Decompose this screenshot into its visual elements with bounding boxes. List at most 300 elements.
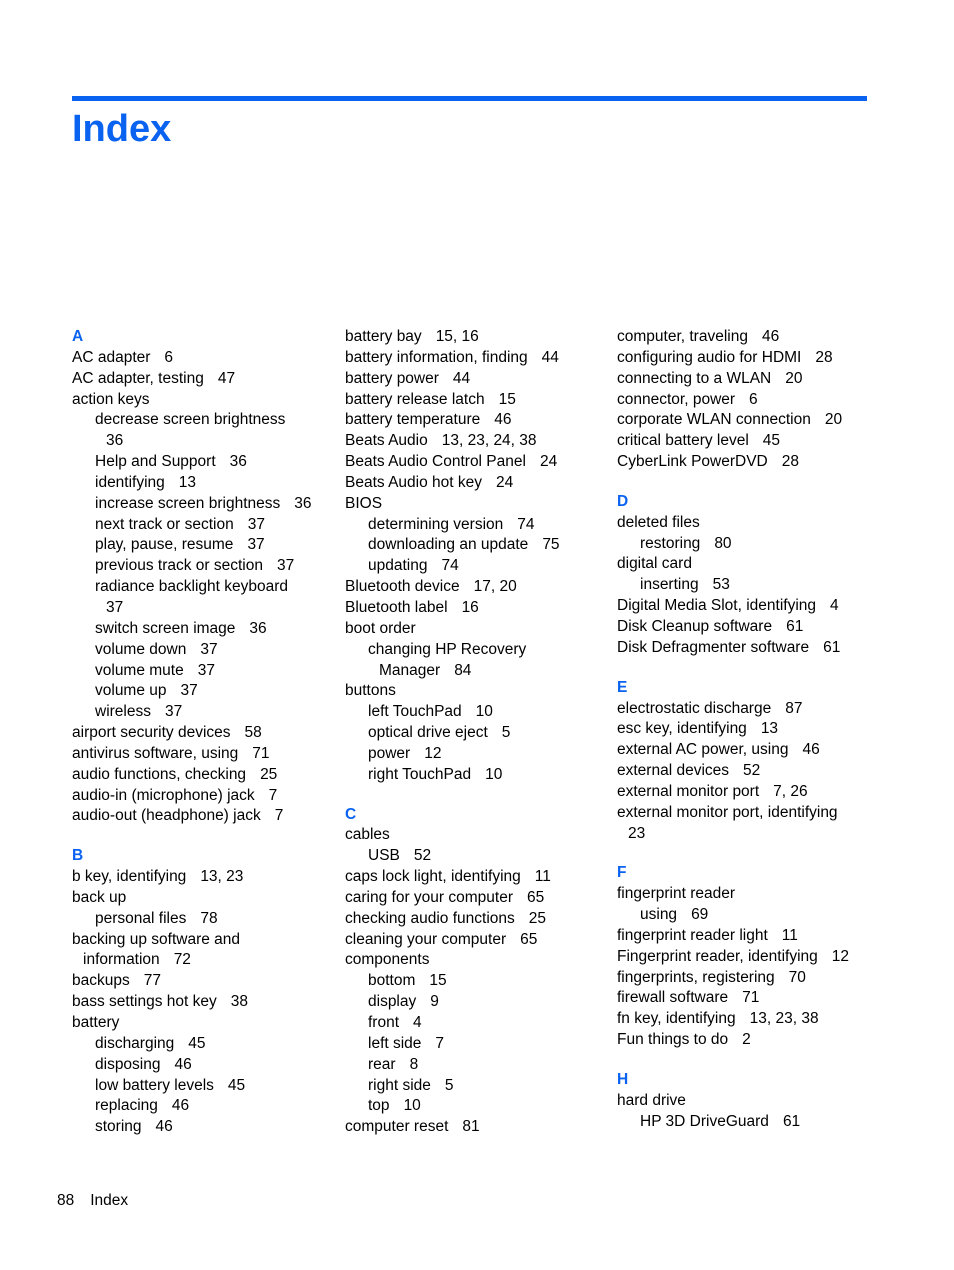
- index-entry: [617, 782, 882, 803]
- entry-pages: 46: [174, 1055, 192, 1073]
- entry-pages: 13, 23: [200, 868, 244, 886]
- entry-pages: 69: [691, 906, 709, 924]
- index-entry: [617, 410, 882, 431]
- entry-pages: 58: [244, 724, 262, 742]
- entry-term: audio functions, checking: [72, 765, 247, 783]
- entry-pages: 7: [435, 1034, 445, 1052]
- index-entry: [617, 947, 882, 968]
- entry-term: switch screen image: [95, 619, 236, 637]
- entry-term: Fun things to do: [617, 1031, 729, 1049]
- entry-pages: 61: [786, 617, 804, 635]
- entry-pages: 20: [824, 411, 843, 429]
- entry-term: personal files: [95, 909, 187, 927]
- entry-pages: 5: [444, 1076, 454, 1094]
- index-entry: [617, 390, 882, 411]
- entry-term: right side: [368, 1076, 431, 1094]
- entry-term: Beats Audio: [345, 432, 428, 450]
- index-entry: [617, 431, 882, 452]
- index-subentry: [345, 1096, 607, 1117]
- index-subentry: [72, 473, 337, 494]
- page-title: Index: [72, 108, 172, 150]
- entry-term: AC adapter, testing: [72, 369, 204, 387]
- index-letter-heading: E: [617, 678, 628, 696]
- index-subentry: [345, 1034, 607, 1055]
- index-subentry: [72, 515, 337, 536]
- entry-term: configuring audio for HDMI: [617, 348, 802, 366]
- index-subentry: [72, 452, 337, 473]
- entry-pages: 9: [430, 993, 439, 1011]
- entry-term: antivirus software, using: [72, 744, 239, 762]
- entry-term: b key, identifying: [72, 868, 187, 886]
- entry-term: battery: [72, 1014, 120, 1031]
- entry-term: checking audio functions: [345, 909, 515, 927]
- entry-term: caring for your computer: [345, 888, 513, 906]
- entry-term: Disk Defragmenter software: [617, 638, 810, 656]
- index-entry: [617, 988, 882, 1009]
- entry-pages: 10: [475, 703, 493, 721]
- index-entry: [72, 390, 337, 411]
- entry-term: battery bay: [345, 328, 422, 345]
- index-subentry: [72, 556, 337, 577]
- entry-pages: 52: [743, 762, 761, 780]
- index-entry: [345, 410, 607, 431]
- entry-pages: 46: [494, 411, 512, 429]
- index-entry: [345, 327, 607, 348]
- entry-term: external monitor port, identifying: [617, 803, 838, 821]
- entry-term: downloading an update: [368, 536, 529, 554]
- entry-pages: 8: [409, 1055, 419, 1073]
- index-subentry: [345, 723, 607, 744]
- entry-pages: 10: [485, 765, 503, 783]
- entry-term: fingerprints, registering: [617, 968, 775, 986]
- entry-pages: 15, 16: [435, 328, 479, 345]
- index-entry: [345, 619, 607, 640]
- entry-pages: 37: [164, 703, 183, 721]
- entry-term: fn key, identifying: [617, 1010, 736, 1028]
- index-entry: [72, 1013, 337, 1034]
- entry-pages: 5: [501, 724, 511, 742]
- entry-term: volume up: [95, 682, 167, 700]
- entry-pages: 37: [200, 640, 218, 658]
- page-footer: [57, 1191, 128, 1211]
- index-entry: [345, 369, 607, 390]
- entry-term: hard drive: [617, 1091, 686, 1109]
- entry-term: Bluetooth device: [345, 578, 460, 596]
- entry-term: external devices: [617, 762, 730, 780]
- index-entry: [617, 348, 882, 369]
- index-subentry: [345, 640, 607, 661]
- index-subentry: [72, 702, 337, 723]
- entry-term: using: [640, 906, 678, 924]
- entry-term: battery information, finding: [345, 348, 528, 366]
- index-entry: [72, 348, 337, 369]
- entry-pages: 25: [528, 909, 547, 927]
- index-subentry: [72, 1117, 337, 1138]
- index-entry: [617, 884, 882, 905]
- entry-term: back up: [72, 888, 127, 906]
- entry-term: computer reset: [345, 1118, 449, 1136]
- index-entry: [72, 888, 337, 909]
- entry-term: increase screen brightness: [95, 494, 281, 512]
- entry-term: cleaning your computer: [345, 930, 507, 948]
- index-entry: [72, 765, 337, 786]
- entry-term: Bluetooth label: [345, 598, 448, 616]
- index-entry: [617, 803, 882, 824]
- entry-term: decrease screen brightness: [95, 411, 286, 429]
- index-entry: [617, 617, 882, 638]
- entry-term: corporate WLAN connection: [617, 411, 811, 429]
- entry-pages: 13: [178, 473, 197, 491]
- entry-pages: 71: [252, 744, 270, 762]
- index-entry: [72, 744, 337, 765]
- entry-pages: 65: [527, 888, 545, 906]
- entry-pages: 37: [106, 598, 124, 616]
- entry-pages: 71: [742, 989, 760, 1007]
- entry-pages: 10: [403, 1097, 421, 1115]
- entry-pages: 20: [785, 369, 803, 387]
- entry-term: volume down: [95, 640, 187, 658]
- entry-term: backing up software and: [72, 930, 241, 948]
- index-subentry: [72, 909, 337, 930]
- index-entry: [617, 699, 882, 720]
- entry-term: optical drive eject: [368, 724, 488, 742]
- index-subentry: [345, 515, 607, 536]
- index-entry: [345, 390, 607, 411]
- index-subentry: [617, 905, 882, 926]
- entry-term: Help and Support: [95, 453, 216, 471]
- entry-pages: 75: [542, 536, 560, 554]
- index-subentry: [345, 702, 607, 723]
- index-subentry: [72, 1076, 337, 1097]
- entry-pages: 23: [628, 824, 646, 842]
- entry-term: buttons: [345, 682, 396, 700]
- entry-term: bottom: [368, 972, 416, 990]
- entry-pages: 77: [143, 972, 161, 990]
- entry-pages: 6: [749, 390, 758, 408]
- index-entry: [617, 1030, 882, 1051]
- entry-term: inserting: [640, 576, 699, 594]
- index-subentry: [72, 410, 337, 431]
- index-entry: [617, 926, 882, 947]
- index-entry: [345, 1117, 607, 1138]
- index-entry-continuation: [72, 950, 337, 971]
- index-entry: [617, 554, 882, 575]
- index-subentry: [345, 1055, 607, 1076]
- index-entry: [345, 577, 607, 598]
- entry-term: battery power: [345, 369, 439, 387]
- entry-pages: 15: [498, 390, 516, 408]
- entry-pages: 7: [274, 807, 284, 825]
- index-letter-heading: C: [345, 805, 357, 823]
- index-letter-heading: D: [617, 492, 629, 510]
- index-subentry: [617, 1112, 882, 1133]
- entry-pages: 46: [171, 1097, 190, 1115]
- entry-pages: 61: [782, 1112, 801, 1130]
- index-subentry: [72, 1096, 337, 1117]
- entry-term: cables: [345, 826, 390, 844]
- entry-term: restoring: [640, 534, 701, 552]
- index-entry: [345, 348, 607, 369]
- entry-term: audio-out (headphone) jack: [72, 807, 261, 825]
- entry-pages: 11: [534, 868, 551, 886]
- entry-term: rear: [368, 1055, 396, 1073]
- entry-term: connector, power: [617, 390, 736, 408]
- title-rule: [72, 96, 867, 101]
- index-entry: [345, 598, 607, 619]
- entry-term: disposing: [95, 1055, 161, 1073]
- entry-term: play, pause, resume: [95, 536, 234, 554]
- index-subentry: [72, 1055, 337, 1076]
- index-entry: [345, 888, 607, 909]
- index-entry: [345, 452, 607, 473]
- index-entry: [72, 992, 337, 1013]
- index-subentry: [345, 744, 607, 765]
- index-entry: [617, 968, 882, 989]
- index-subentry: [72, 661, 337, 682]
- entry-term: Digital Media Slot, identifying: [617, 597, 817, 615]
- entry-term: backups: [72, 972, 130, 990]
- index-column-3: [617, 327, 882, 1133]
- index-entry: [345, 867, 607, 888]
- entry-pages: 37: [247, 515, 265, 533]
- entry-term: deleted files: [617, 513, 700, 531]
- entry-pages: 4: [830, 597, 839, 615]
- entry-pages: 36: [249, 619, 267, 637]
- entry-pages: 37: [197, 661, 215, 679]
- index-entry: [72, 806, 337, 827]
- entry-pages: 25: [260, 765, 278, 783]
- index-entry: [617, 596, 882, 617]
- entry-pages: 70: [788, 968, 806, 986]
- entry-term: components: [345, 951, 430, 969]
- entry-term: updating: [368, 557, 428, 575]
- entry-term: Disk Cleanup software: [617, 617, 773, 635]
- entry-term: boot order: [345, 619, 416, 637]
- entry-pages: 37: [247, 536, 265, 554]
- entry-term: airport security devices: [72, 724, 231, 742]
- entry-pages: 45: [188, 1034, 206, 1052]
- entry-pages: 28: [781, 453, 799, 471]
- entry-pages: 52: [413, 847, 432, 865]
- entry-pages: 45: [762, 432, 781, 450]
- index-entry-continuation: [72, 431, 337, 452]
- entry-term: low battery levels: [95, 1076, 214, 1094]
- entry-pages: 6: [164, 348, 174, 366]
- entry-pages: 78: [200, 909, 218, 927]
- entry-term: display: [368, 993, 417, 1011]
- index-entry: [72, 786, 337, 807]
- entry-pages: 47: [217, 369, 236, 387]
- entry-term: changing HP Recovery: [368, 640, 527, 658]
- index-letter-heading: H: [617, 1071, 629, 1088]
- entry-term: critical battery level: [617, 432, 749, 450]
- entry-pages: 46: [761, 328, 780, 345]
- index-entry: [345, 825, 607, 846]
- entry-pages: 53: [712, 576, 730, 594]
- entry-term: esc key, identifying: [617, 720, 747, 738]
- footer-section: Index: [90, 1192, 129, 1209]
- index-column-1: [72, 327, 337, 1138]
- entry-pages: 11: [781, 926, 798, 944]
- entry-pages: 36: [106, 432, 124, 450]
- index-entry: [617, 369, 882, 390]
- index-entry-continuation: [617, 824, 882, 845]
- index-entry: [617, 1091, 882, 1112]
- entry-pages: 2: [742, 1031, 751, 1049]
- entry-term: information: [83, 951, 160, 969]
- entry-pages: 15: [429, 972, 447, 990]
- index-subentry: [345, 971, 607, 992]
- entry-term: caps lock light, identifying: [345, 868, 521, 886]
- index-subentry: [345, 1076, 607, 1097]
- entry-term: replacing: [95, 1097, 158, 1115]
- index-subentry: [345, 556, 607, 577]
- entry-pages: 84: [454, 661, 472, 679]
- entry-term: right TouchPad: [368, 765, 472, 783]
- entry-pages: 24: [539, 453, 558, 471]
- entry-pages: 4: [413, 1014, 422, 1031]
- index-subentry: [72, 1034, 337, 1055]
- index-entry: [345, 494, 607, 515]
- entry-pages: 38: [230, 993, 248, 1011]
- entry-pages: 36: [294, 494, 312, 512]
- entry-term: CyberLink PowerDVD: [617, 453, 768, 471]
- index-subentry: [345, 535, 607, 556]
- entry-term: fingerprint reader: [617, 885, 736, 903]
- entry-pages: 61: [823, 638, 841, 656]
- index-entry: [72, 369, 337, 390]
- entry-term: Fingerprint reader, identifying: [617, 947, 818, 965]
- entry-pages: 13, 23, 24, 38: [441, 432, 537, 450]
- index-subentry: [345, 765, 607, 786]
- entry-term: top: [368, 1097, 390, 1115]
- entry-term: identifying: [95, 473, 165, 491]
- index-entry: [345, 930, 607, 951]
- index-subentry: [72, 577, 337, 598]
- entry-term: power: [368, 744, 411, 762]
- entry-term: front: [368, 1014, 400, 1031]
- entry-pages: 45: [227, 1076, 246, 1094]
- index-entry: [617, 761, 882, 782]
- entry-pages: 46: [155, 1118, 173, 1136]
- entry-pages: 13, 23, 38: [749, 1010, 819, 1028]
- entry-pages: 7, 26: [773, 782, 808, 800]
- entry-pages: 12: [831, 947, 850, 965]
- entry-term: Beats Audio Control Panel: [345, 453, 526, 471]
- entry-term: action keys: [72, 390, 150, 408]
- entry-term: Beats Audio hot key: [345, 473, 483, 491]
- index-entry: [345, 950, 607, 971]
- index-subentry: [617, 534, 882, 555]
- index-letter-heading: F: [617, 864, 627, 882]
- entry-term: battery release latch: [345, 390, 485, 408]
- index-entry: [345, 473, 607, 494]
- entry-term: electrostatic discharge: [617, 699, 772, 717]
- index-entry: [72, 971, 337, 992]
- page-number: 88: [57, 1192, 75, 1209]
- index-entry: [617, 452, 882, 473]
- index-subentry: [72, 619, 337, 640]
- entry-term: storing: [95, 1118, 142, 1136]
- entry-pages: 74: [441, 557, 459, 575]
- entry-term: fingerprint reader light: [617, 926, 768, 944]
- index-entry-continuation: [72, 598, 337, 619]
- entry-pages: 13: [760, 720, 779, 738]
- entry-term: digital card: [617, 555, 692, 573]
- entry-pages: 36: [229, 453, 247, 471]
- index-entry-continuation: [345, 661, 607, 682]
- entry-pages: 16: [461, 598, 479, 616]
- entry-term: USB: [368, 847, 400, 865]
- index-entry: [72, 867, 337, 888]
- entry-pages: 72: [173, 951, 191, 969]
- index-subentry: [345, 1013, 607, 1034]
- index-entry: [72, 930, 337, 951]
- entry-term: AC adapter: [72, 348, 151, 366]
- entry-pages: 17, 20: [473, 578, 517, 596]
- entry-term: HP 3D DriveGuard: [640, 1112, 769, 1130]
- index-letter-heading: B: [72, 847, 84, 865]
- entry-term: battery temperature: [345, 411, 481, 429]
- entry-pages: 28: [815, 348, 833, 366]
- entry-term: discharging: [95, 1034, 175, 1052]
- entry-term: bass settings hot key: [72, 993, 217, 1011]
- index-entry: [617, 327, 882, 348]
- entry-term: volume mute: [95, 661, 184, 679]
- entry-term: left TouchPad: [368, 703, 462, 721]
- index-entry: [617, 1009, 882, 1030]
- entry-term: wireless: [95, 703, 151, 721]
- entry-pages: 44: [452, 369, 471, 387]
- entry-term: audio-in (microphone) jack: [72, 786, 255, 804]
- index-entry: [617, 719, 882, 740]
- entry-pages: 80: [714, 534, 732, 552]
- index-entry: [617, 638, 882, 659]
- entry-pages: 74: [517, 515, 535, 533]
- index-subentry: [72, 535, 337, 556]
- index-entry: [345, 681, 607, 702]
- entry-term: radiance backlight keyboard: [95, 578, 289, 596]
- entry-term: BIOS: [345, 494, 383, 512]
- index-subentry: [617, 575, 882, 596]
- entry-pages: 46: [802, 741, 820, 759]
- index-entry: [345, 909, 607, 930]
- entry-pages: 81: [462, 1118, 480, 1136]
- entry-pages: 44: [541, 348, 559, 366]
- index-subentry: [345, 846, 607, 867]
- entry-term: firewall software: [617, 989, 729, 1007]
- entry-pages: 87: [785, 699, 803, 717]
- index-column-2: [345, 327, 607, 1138]
- index-entry: [345, 431, 607, 452]
- index-subentry: [72, 640, 337, 661]
- entry-pages: 7: [268, 786, 278, 804]
- entry-pages: 12: [424, 744, 442, 762]
- index-subentry: [72, 494, 337, 515]
- entry-term: previous track or section: [95, 557, 263, 575]
- index-letter-heading: A: [72, 328, 84, 345]
- index-subentry: [72, 681, 337, 702]
- entry-term: Manager: [379, 661, 441, 679]
- index-entry: [617, 513, 882, 534]
- entry-term: connecting to a WLAN: [617, 369, 772, 387]
- entry-term: next track or section: [95, 515, 234, 533]
- entry-pages: 37: [277, 557, 295, 575]
- entry-pages: 24: [496, 473, 514, 491]
- entry-pages: 65: [520, 930, 538, 948]
- entry-term: external monitor port: [617, 782, 760, 800]
- entry-term: external AC power, using: [617, 741, 789, 759]
